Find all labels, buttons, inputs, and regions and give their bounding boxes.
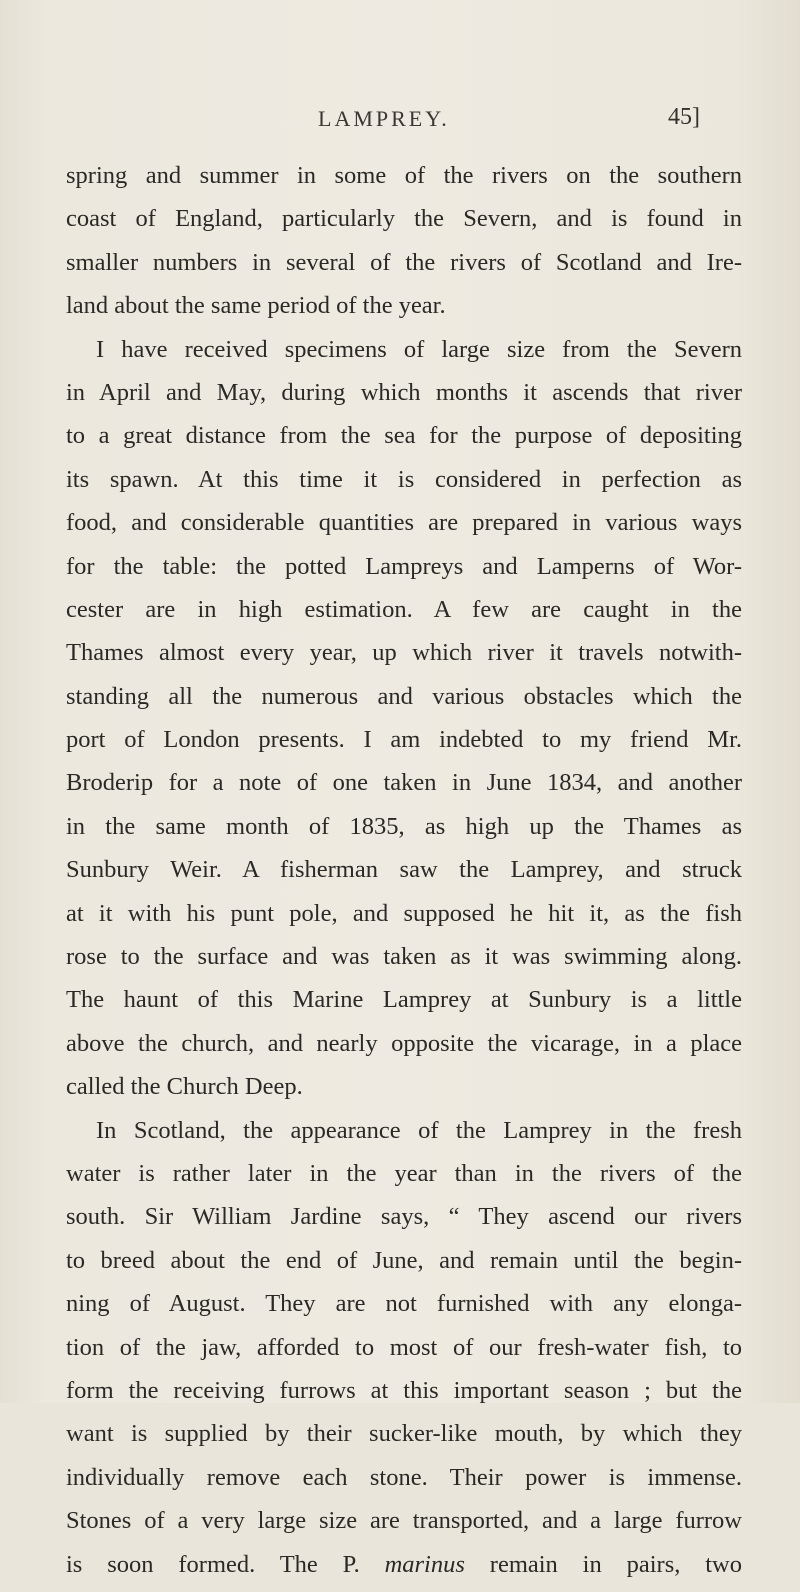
text-line: Broderip for a note of one taken in June 1834, and another	[66, 769, 742, 797]
text-line: Thames almost every year, up which river it travels notwith-	[66, 639, 742, 667]
text-line: tion of the jaw, afforded to most of our fresh-water fish, to	[66, 1333, 742, 1361]
text-line: at it with his punt pole, and supposed he hit it, as the fish	[66, 899, 742, 927]
species-name: marinus	[384, 1550, 465, 1578]
text-line: its spawn. At this time it is considered in perfection as	[66, 465, 742, 493]
text-line: to a great distance from the sea for the purpose of depositing	[66, 422, 742, 450]
text-line: cester are in high estimation. A few are caught in the	[66, 595, 742, 623]
text-line: water is rather later in the year than in the rivers of the	[66, 1159, 742, 1187]
text-line: is soon formed. The P. marinus remain in pairs, two	[66, 1550, 742, 1578]
text-line: want is supplied by their sucker-like mouth, by which they	[66, 1420, 742, 1448]
body-text	[66, 160, 742, 1592]
text-line: ning of August. They are not furnished with any elonga-	[66, 1290, 742, 1318]
text-line: land about the same period of the year.	[66, 292, 446, 320]
text-line: for the table: the potted Lampreys and Lamperns of Wor-	[66, 552, 742, 580]
text-line: I have received specimens of large size from the Severn	[96, 335, 742, 363]
running-title: LAMPREY.	[318, 106, 450, 131]
text-line: In Scotland, the appearance of the Lamprey in the fresh	[96, 1116, 742, 1144]
text-line: port of London presents. I am indebted to my friend Mr.	[66, 726, 742, 754]
text-line: individually remove each stone. Their power is immense.	[66, 1463, 742, 1491]
text-line: Stones of a very large size are transported, and a large furrow	[66, 1507, 742, 1535]
text-line: south. Sir William Jardine says, “ They ascend our rivers	[66, 1203, 742, 1231]
text-line: coast of England, particularly the Severn, and is found in	[66, 205, 742, 233]
text-line: called the Church Deep.	[66, 1073, 303, 1101]
text-line: smaller numbers in several of the rivers of Scotland and Ire-	[66, 248, 742, 276]
text-line: above the church, and nearly opposite the vicarage, in a place	[66, 1029, 742, 1057]
text-line: in April and May, during which months it ascends that river	[66, 378, 742, 406]
text-line: The haunt of this Marine Lamprey at Sunbury is a little	[66, 986, 742, 1014]
text-line: to breed about the end of June, and remain until the begin-	[66, 1246, 742, 1274]
text-line: rose to the surface and was taken as it was swimming along.	[66, 943, 742, 971]
text-line: form the receiving furrows at this important season ; but the	[66, 1376, 742, 1404]
running-head	[0, 106, 800, 136]
text-line: spring and summer in some of the rivers on the southern	[66, 162, 742, 189]
text-line: in the same month of 1835, as high up the Thames as	[66, 812, 742, 840]
text-line: standing all the numerous and various obstacles which the	[66, 682, 742, 710]
text-line: Sunbury Weir. A fisherman saw the Lamprey, and struck	[66, 856, 742, 884]
page-number: 45]	[668, 104, 700, 130]
text-line: food, and considerable quantities are prepared in various ways	[66, 509, 742, 537]
